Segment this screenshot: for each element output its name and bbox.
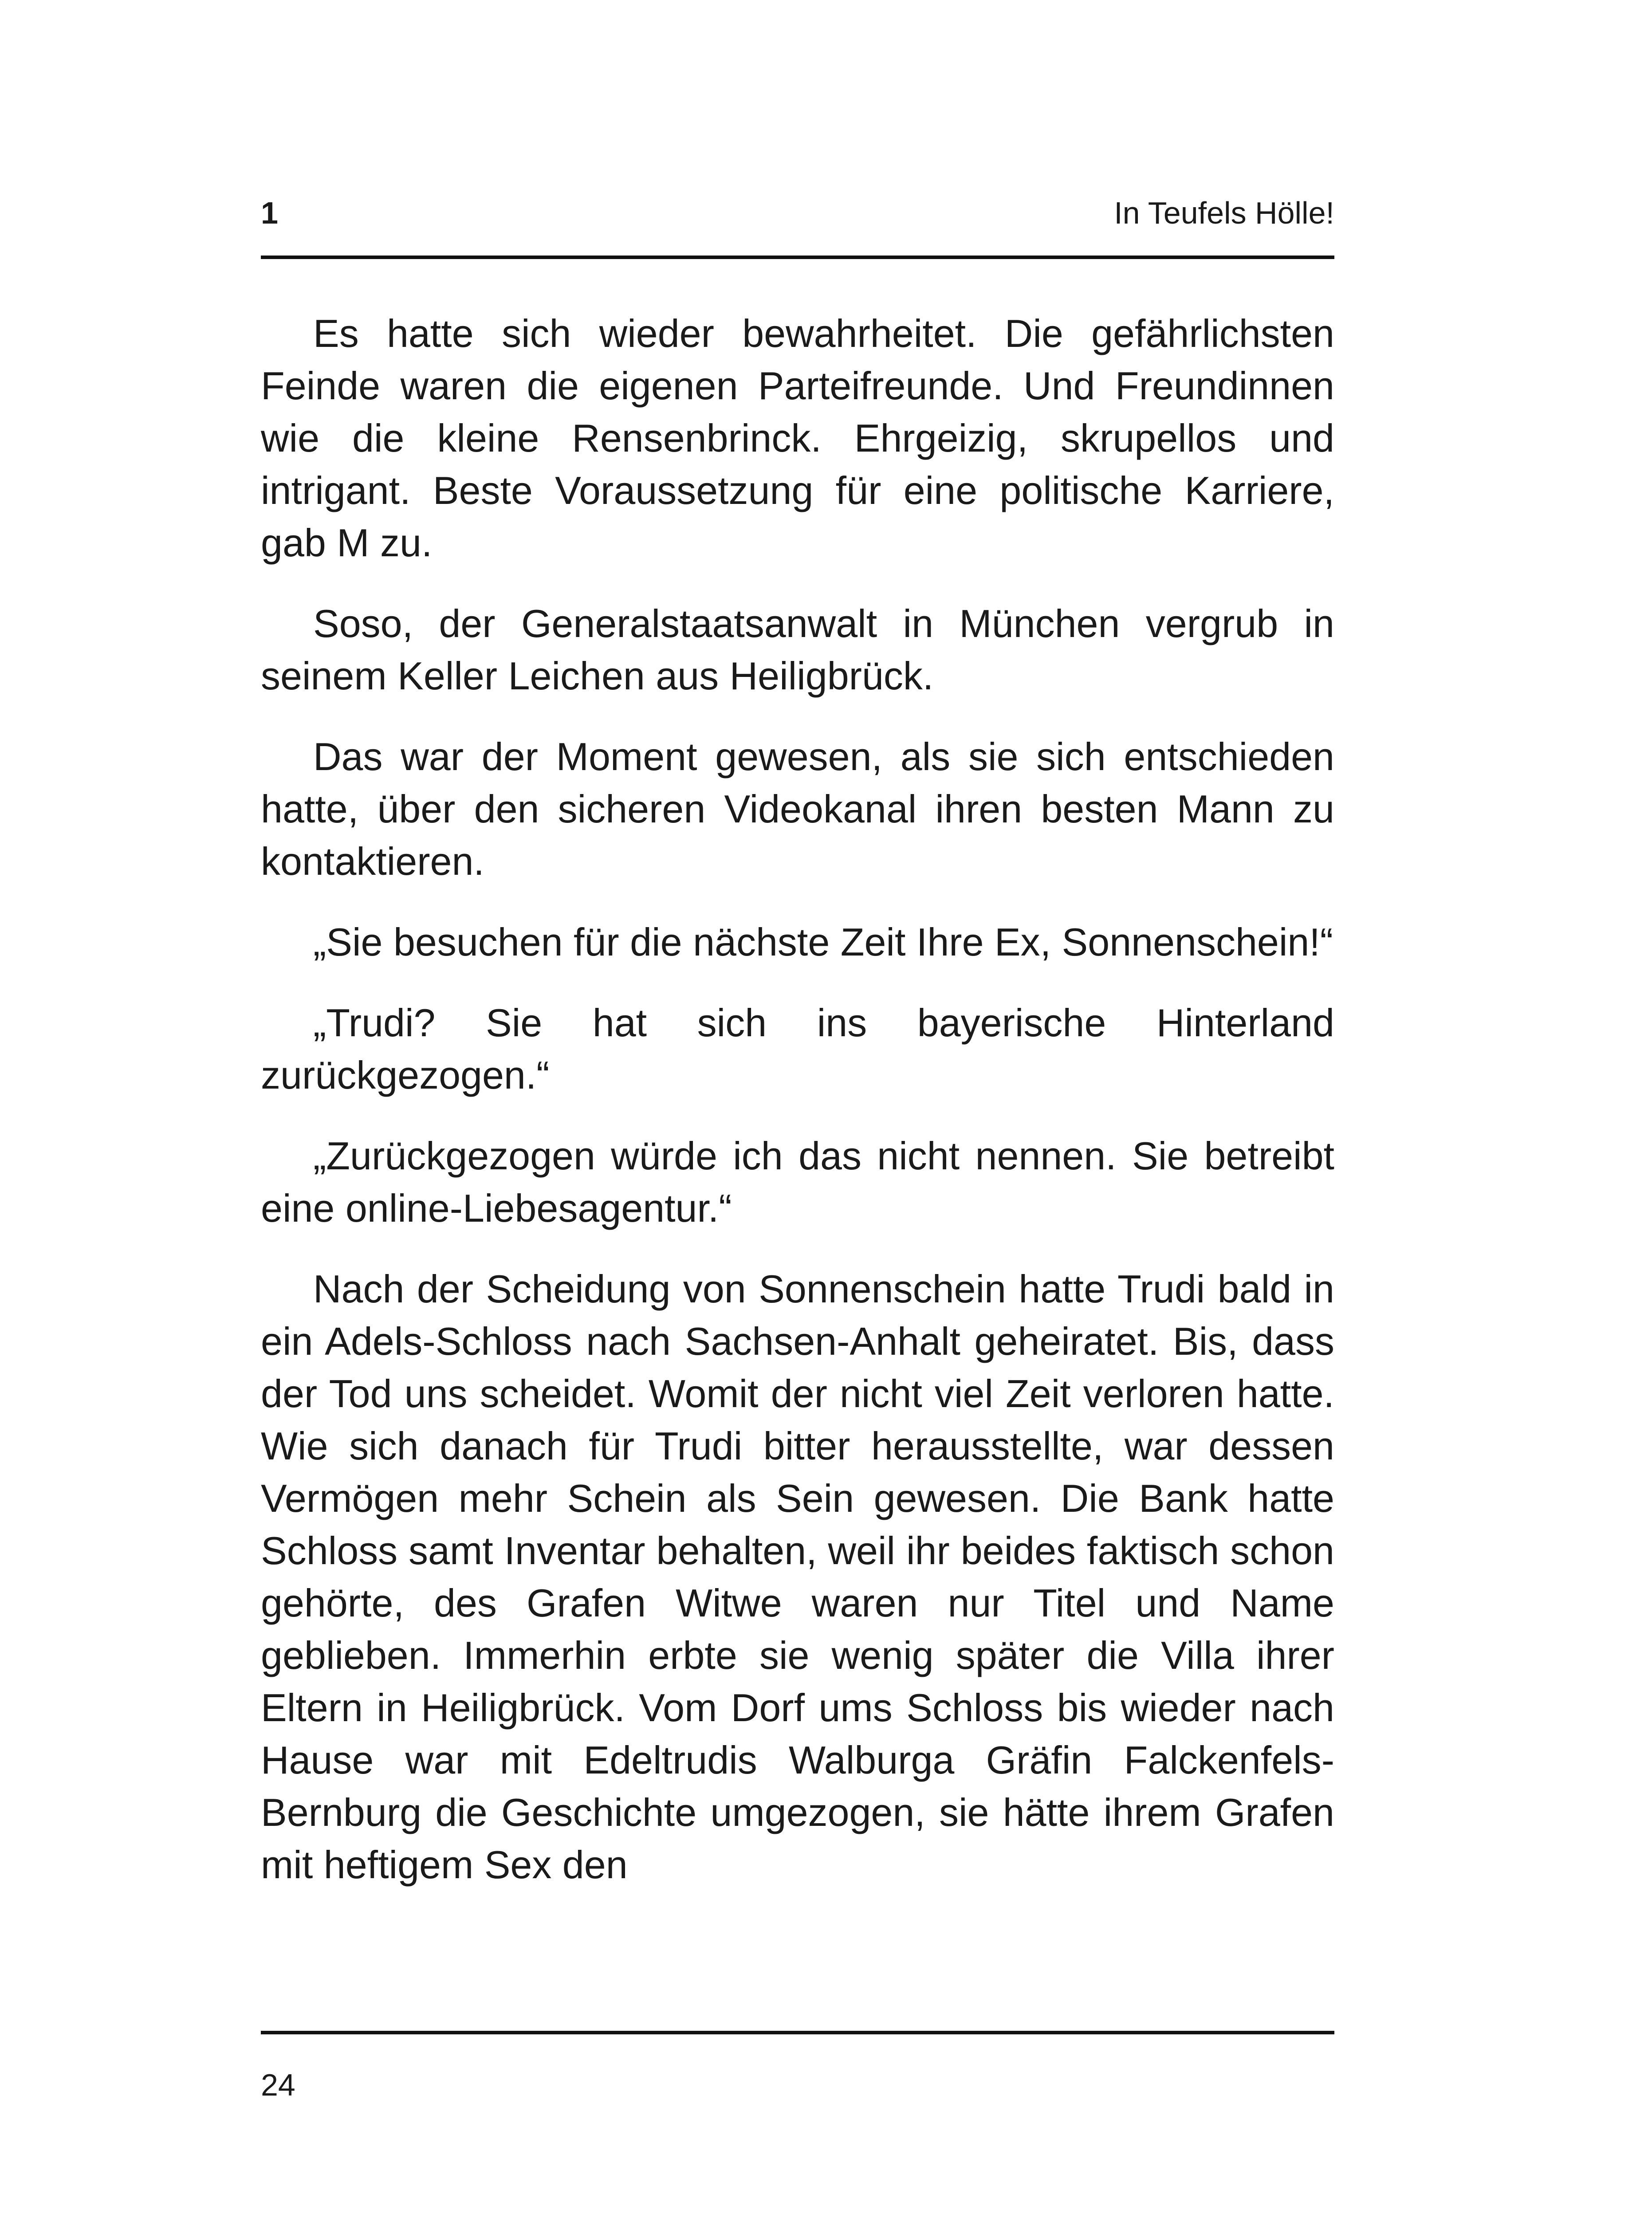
chapter-number: 1 [261,196,278,230]
paragraph: „Sie besuchen für die nächste Zeit Ihre Ex, Sonnenschein!“ [313,920,1333,964]
running-title: In Teufels Hölle! [1114,196,1334,230]
header-divider [261,256,1334,259]
paragraph: Soso, der Generalstaatsanwalt in München vergrub in seinem Keller Leichen aus Heiligbrück. [261,602,1334,698]
paragraph: „Trudi? Sie hat sich ins bayerische Hinterland zurückgezogen.“ [261,1001,1334,1097]
page-number: 24 [261,2068,295,2102]
page-header [261,195,1334,231]
paragraph: „Zurückgezogen würde ich das nicht nennen. Sie betreibt eine online-Liebesagentur.“ [261,1134,1334,1230]
paragraph: Es hatte sich wieder bewahrheitet. Die gefährlichsten Feinde waren die eigenen Parteifreunde. Und Freundinnen wie die kleine Rensenbrinck. Ehrgeizig, skrupellos und intrigant. Beste Voraussetzung für eine politische Karriere, gab M zu. [261,311,1334,565]
body-text [261,307,1334,1891]
paragraph: Das war der Moment gewesen, als sie sich entschieden hatte, über den sicheren Videokanal ihren besten Mann zu kontaktieren. [261,735,1334,883]
footer-divider [261,2031,1334,2034]
paragraph: Nach der Scheidung von Sonnenschein hatte Trudi bald in ein Adels-Schloss nach Sachsen-Anhalt geheiratet. Bis, dass der Tod uns scheidet. Womit der nicht viel Zeit verloren hatte. Wie sich danach für Trudi bitter herausstellte, war dessen Vermögen mehr Schein als Sein gewesen. Die Bank hatte Schloss samt Inventar behalten, weil ihr beides faktisch schon gehörte, des Grafen Witwe waren nur Titel und Name geblieben. Immerhin erbte sie wenig später die Villa ihrer Eltern in Heiligbrück. Vom Dorf ums Schloss bis wieder nach Hause war mit Edeltrudis Walburga Gräfin Falckenfels-Bernburg die Geschichte umgezogen, sie hätte ihrem Grafen mit heftigem Sex den [261,1267,1334,1887]
